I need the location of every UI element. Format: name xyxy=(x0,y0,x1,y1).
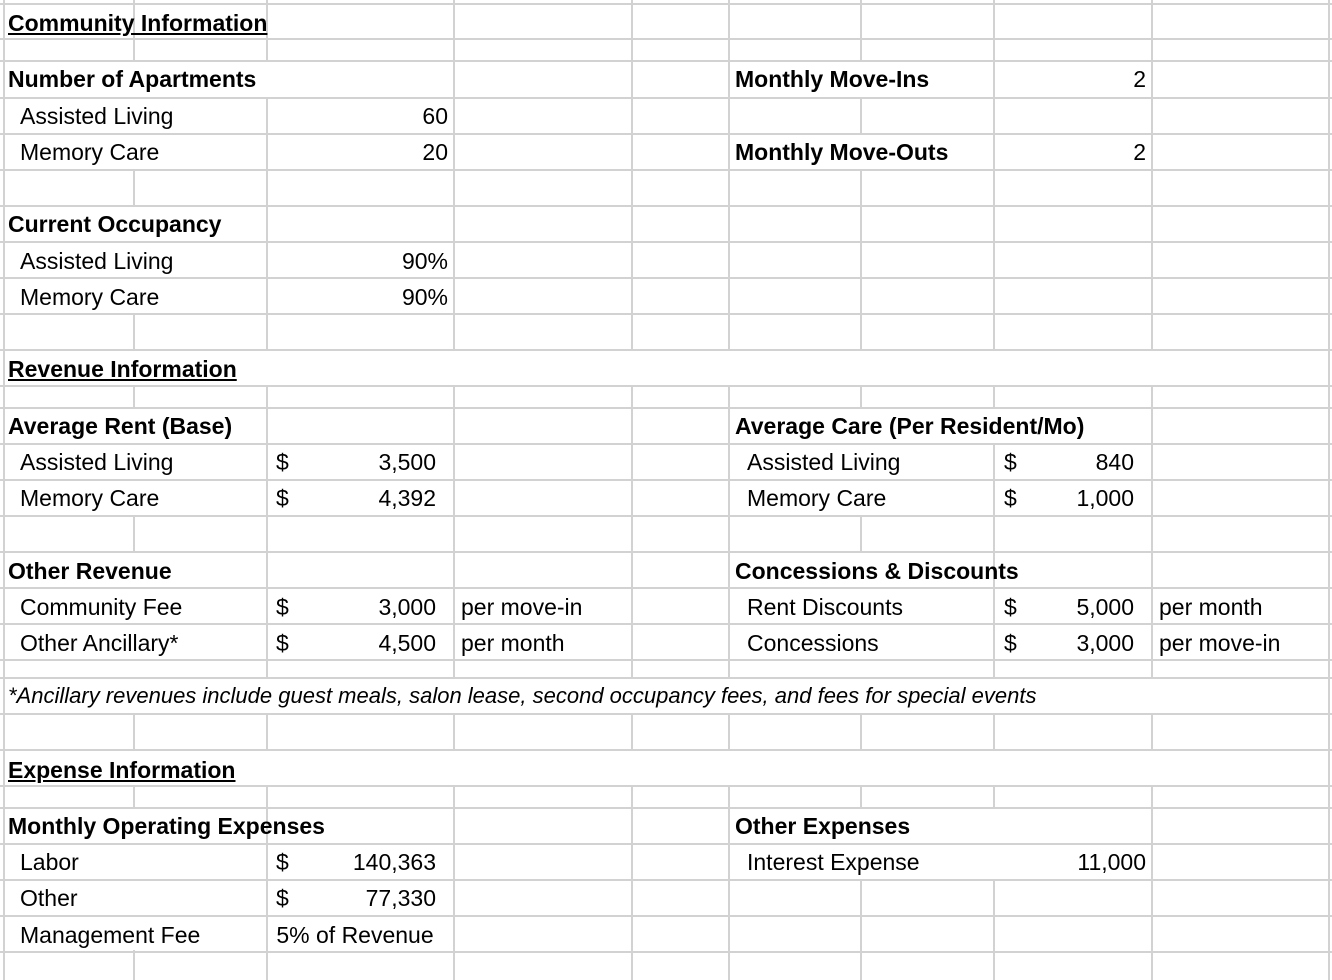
grid-hline xyxy=(0,749,1332,751)
grid-vline xyxy=(133,170,135,206)
grid-vline xyxy=(993,880,995,980)
concessions-value[interactable]: 3,000 xyxy=(1076,630,1134,656)
rent-discounts-unit: per month xyxy=(1159,594,1263,620)
grid-vline xyxy=(133,950,135,980)
grid-hline xyxy=(0,677,1332,679)
revenue-section-title: Revenue Information xyxy=(8,356,237,382)
grid-hline xyxy=(0,313,1332,315)
grid-vline xyxy=(133,314,135,350)
occupancy-label: Current Occupancy xyxy=(8,211,222,237)
grid-vline xyxy=(993,714,995,750)
grid-vline xyxy=(860,170,862,350)
labor-value[interactable]: 140,363 xyxy=(352,849,436,875)
grid-vline xyxy=(631,0,633,350)
care-label: Average Care (Per Resident/Mo) xyxy=(735,413,1085,439)
grid-vline xyxy=(860,98,862,134)
grid-hline xyxy=(0,97,1332,99)
rent-al-currency: $ xyxy=(276,449,289,475)
grid-vline xyxy=(133,714,135,750)
grid-vline xyxy=(728,386,730,678)
ancillary-currency: $ xyxy=(276,630,289,656)
grid-vline xyxy=(993,786,995,808)
grid-hline xyxy=(0,951,1332,953)
ancillary-value[interactable]: 4,500 xyxy=(378,630,436,656)
grid-vline xyxy=(993,386,995,408)
grid-vline xyxy=(1151,386,1153,678)
grid-vline xyxy=(860,714,862,750)
grid-vline xyxy=(860,880,862,980)
other-expense-label: Other xyxy=(20,885,78,911)
rent-mc-value[interactable]: 4,392 xyxy=(378,485,436,511)
grid-vline xyxy=(1151,714,1153,750)
occupancy-al-value[interactable]: 90% xyxy=(401,248,448,274)
grid-vline xyxy=(133,516,135,552)
grid-vline xyxy=(728,0,730,350)
grid-vline xyxy=(453,386,455,678)
grid-hline xyxy=(0,349,1332,351)
grid-vline xyxy=(453,714,455,750)
interest-expense-label: Interest Expense xyxy=(747,849,920,875)
other-expenses-label: Other Expenses xyxy=(735,813,911,839)
community-fee-value[interactable]: 3,000 xyxy=(378,594,436,620)
grid-vline xyxy=(631,386,633,678)
grid-vline xyxy=(993,0,995,350)
occupancy-al-label: Assisted Living xyxy=(20,248,174,274)
grid-hline xyxy=(0,713,1332,715)
rent-discounts-currency: $ xyxy=(1004,594,1017,620)
grid-vline xyxy=(266,386,268,678)
management-fee-label: Management Fee xyxy=(20,922,201,948)
grid-vline xyxy=(860,516,862,552)
grid-hline xyxy=(0,843,1332,845)
ancillary-footnote: *Ancillary revenues include guest meals, salon lease, second occupancy fees, and fees for special events xyxy=(8,683,1037,708)
grid-hline xyxy=(0,479,1332,481)
grid-hline xyxy=(0,277,1332,279)
care-al-value[interactable]: 840 xyxy=(1095,449,1134,475)
care-al-currency: $ xyxy=(1004,449,1017,475)
ancillary-label: Other Ancillary* xyxy=(20,630,179,656)
operating-expenses-label: Monthly Operating Expenses xyxy=(8,813,325,839)
grid-hline xyxy=(0,3,1332,5)
move-outs-label: Monthly Move-Outs xyxy=(735,139,949,165)
grid-hline xyxy=(0,205,1332,207)
labor-label: Labor xyxy=(20,849,79,875)
grid-hline xyxy=(0,879,1332,881)
grid-vline xyxy=(860,0,862,60)
grid-hline xyxy=(0,915,1332,917)
other-revenue-label: Other Revenue xyxy=(8,558,172,584)
grid-hline xyxy=(0,443,1332,445)
grid-hline xyxy=(0,785,1332,787)
apartments-label: Number of Apartments xyxy=(8,66,257,92)
concessions-currency: $ xyxy=(1004,630,1017,656)
grid-vline xyxy=(631,714,633,750)
grid-vline xyxy=(3,0,5,980)
concessions-label: Concessions & Discounts xyxy=(735,558,1019,584)
grid-vline xyxy=(728,714,730,750)
grid-hline xyxy=(0,551,1332,553)
grid-hline xyxy=(0,241,1332,243)
rent-discounts-label: Rent Discounts xyxy=(747,594,903,620)
other-expense-value[interactable]: 77,330 xyxy=(365,885,436,911)
rent-label: Average Rent (Base) xyxy=(8,413,233,439)
move-ins-label: Monthly Move-Ins xyxy=(735,66,930,92)
care-mc-currency: $ xyxy=(1004,485,1017,511)
ancillary-unit: per month xyxy=(461,630,565,656)
community-fee-currency: $ xyxy=(276,594,289,620)
rent-al-label: Assisted Living xyxy=(20,449,174,475)
grid-hline xyxy=(0,38,1332,40)
community-fee-label: Community Fee xyxy=(20,594,183,620)
grid-hline xyxy=(0,807,1332,809)
grid-hline xyxy=(0,587,1332,589)
concessions-unit: per move-in xyxy=(1159,630,1281,656)
care-mc-value[interactable]: 1,000 xyxy=(1076,485,1134,511)
grid-vline xyxy=(860,386,862,408)
grid-hline xyxy=(0,60,1332,62)
grid-vline xyxy=(1151,0,1153,350)
grid-hline xyxy=(0,623,1332,625)
community-fee-unit: per move-in xyxy=(461,594,583,620)
care-mc-label: Memory Care xyxy=(747,485,887,511)
apartments-al-value[interactable]: 60 xyxy=(422,103,448,129)
grid-vline xyxy=(133,786,135,808)
move-outs-value[interactable]: 2 xyxy=(1133,139,1146,165)
grid-hline xyxy=(0,515,1332,517)
expense-section-title: Expense Information xyxy=(8,757,236,783)
apartments-mc-value[interactable]: 20 xyxy=(422,139,448,165)
grid-hline xyxy=(0,385,1332,387)
apartments-mc-label: Memory Care xyxy=(20,139,160,165)
rent-mc-label: Memory Care xyxy=(20,485,160,511)
rent-mc-currency: $ xyxy=(276,485,289,511)
apartments-al-label: Assisted Living xyxy=(20,103,174,129)
grid-hline xyxy=(0,169,1332,171)
management-fee-value[interactable]: 5% of Revenue xyxy=(276,922,434,948)
grid-hline xyxy=(0,407,1332,409)
grid-hline xyxy=(0,659,1332,661)
grid-hline xyxy=(0,133,1332,135)
care-al-label: Assisted Living xyxy=(747,449,901,475)
occupancy-mc-value[interactable]: 90% xyxy=(401,284,448,310)
grid-vline xyxy=(133,386,135,408)
grid-vline xyxy=(1328,0,1330,980)
community-section-title: Community Information xyxy=(8,10,268,36)
rent-al-value[interactable]: 3,500 xyxy=(378,449,436,475)
labor-currency: $ xyxy=(276,849,289,875)
concessions-item-label: Concessions xyxy=(747,630,879,656)
grid-vline xyxy=(860,786,862,808)
move-ins-value[interactable]: 2 xyxy=(1133,66,1146,92)
grid-vline xyxy=(453,0,455,350)
grid-vline xyxy=(266,714,268,750)
other-expense-currency: $ xyxy=(276,885,289,911)
interest-expense-value[interactable]: 11,000 xyxy=(1077,849,1146,875)
rent-discounts-value[interactable]: 5,000 xyxy=(1076,594,1134,620)
occupancy-mc-label: Memory Care xyxy=(20,284,160,310)
